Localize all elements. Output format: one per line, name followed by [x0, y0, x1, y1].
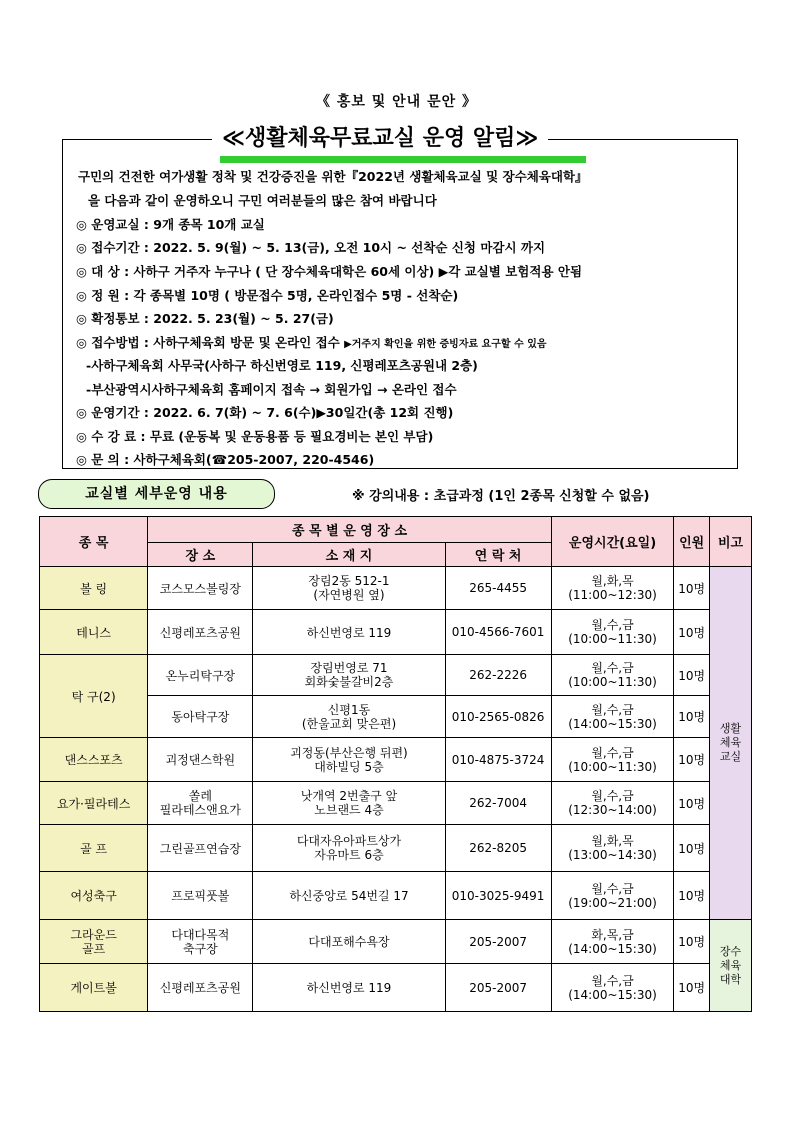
method-online: -부산광역시사하구체육회 홈페이지 접속 → 회원가입 → 온라인 접수: [86, 382, 457, 397]
venue-cell: 그린골프연습장: [148, 825, 253, 872]
sport-cell: 요가·필라테스: [40, 782, 148, 825]
schedule-time: (14:00~15:30): [568, 987, 657, 1002]
schedule-time: (12:30~14:00): [568, 803, 657, 817]
notice-item-eligibility: ◎ 대 상 : 사하구 거주자 누구나 ( 단 장수체육대학은 60세 이상) ▶각 교실별 보험적용 안됨: [76, 264, 583, 279]
sport-cell: 테니스: [40, 610, 148, 655]
schedule-time: (10:00~11:30): [568, 759, 657, 774]
schedule-cell: [551, 738, 674, 782]
capacity-cell: 10명: [674, 655, 710, 696]
notice-item-classes: ◎ 운영교실 : 9개 종목 10개 교실: [76, 217, 265, 232]
schedule-days: 월,수,금: [591, 789, 634, 803]
phone-cell: 010-2565-0826: [445, 696, 551, 738]
phone-cell: 010-4875-3724: [445, 738, 551, 782]
table-row: [40, 567, 752, 610]
sport-cell: 게이트볼: [40, 964, 148, 1012]
table-row: [40, 825, 752, 872]
schedule-cell: [551, 655, 674, 696]
table-row: [40, 920, 752, 964]
address-line: 자유마트 6층: [314, 848, 384, 862]
address-cell: 하신번영로 119: [253, 964, 445, 1012]
header-capacity: 인원: [674, 517, 710, 567]
schedule-days: 월,수,금: [591, 881, 634, 896]
address-line: 대하빌딩 5층: [314, 759, 384, 774]
schedule-time: (10:00~11:30): [568, 632, 657, 646]
schedule-cell: [551, 825, 674, 872]
table-row: [40, 782, 752, 825]
header-sport: 종 목: [40, 517, 148, 567]
sport-cell: [40, 920, 148, 964]
table-row: [40, 964, 752, 1012]
address-cell: [253, 655, 445, 696]
address-cell: [253, 825, 445, 872]
note-cell-community: [710, 567, 752, 920]
section-title: 교실별 세부운영 내용: [38, 479, 275, 509]
schedule-days: 월,화,목: [591, 574, 634, 588]
header-address: 소 재 지: [253, 543, 445, 567]
phone-cell: 262-2226: [445, 655, 551, 696]
capacity-cell: 10명: [674, 920, 710, 964]
capacity-cell: 10명: [674, 738, 710, 782]
header-note: 비고: [710, 517, 752, 567]
header-phone: 연 락 처: [445, 543, 551, 567]
schedule-days: 월,수,금: [591, 973, 634, 988]
address-line: 낫개역 2번출구 앞: [300, 789, 398, 803]
schedule-cell: [551, 964, 674, 1012]
method-office: -사하구체육회 사무국(사하구 하신번영로 119, 신평레포츠공원내 2층): [86, 358, 478, 373]
schedule-cell: [551, 782, 674, 825]
header-venue: 장 소: [148, 543, 253, 567]
address-line: 다대자유아파트상가: [296, 834, 402, 848]
schedule-cell: [551, 610, 674, 655]
note-line: 교실: [719, 750, 742, 763]
venue-line: 축구장: [182, 941, 218, 956]
venue-cell: 코스모스볼링장: [148, 567, 253, 610]
schedule-cell: [551, 696, 674, 738]
promo-label: 《 홍보 및 안내 문안 》: [315, 94, 478, 110]
address-cell: 다대포해수욕장: [253, 920, 445, 964]
capacity-cell: 10명: [674, 825, 710, 872]
address-cell: 하신중앙로 54번길 17: [253, 872, 445, 920]
schedule-time: (13:00~14:30): [568, 848, 657, 862]
address-line: 괴정동(부산은행 뒤편): [290, 745, 408, 760]
note-line: 대학: [719, 972, 742, 986]
phone-cell: 262-8205: [445, 825, 551, 872]
capacity-cell: 10명: [674, 567, 710, 610]
phone-cell: 265-4455: [445, 567, 551, 610]
address-line: 노브랜드 4층: [314, 803, 384, 817]
schedule-time: (19:00~21:00): [568, 895, 657, 910]
schedule-days: 화,목,금: [591, 927, 634, 942]
address-cell: [253, 696, 445, 738]
method-main: ◎ 접수방법 : 사하구체육회 방문 및 온라인 접수: [76, 335, 345, 350]
venue-line: 필라테스앤요가: [159, 803, 241, 817]
schedule-cell: [551, 920, 674, 964]
schedule-days: 월,화,목: [591, 834, 634, 848]
phone-cell: 205-2007: [445, 920, 551, 964]
schedule-cell: [551, 872, 674, 920]
table-row: [40, 610, 752, 655]
address-line: 장림번영로 71: [310, 661, 388, 675]
schedule-cell: [551, 567, 674, 610]
venue-line: 다대다목적: [171, 927, 230, 942]
venue-line: 쏠레: [188, 789, 212, 803]
header-schedule: 운영시간(요일): [551, 517, 674, 567]
note-line: 체육: [719, 958, 742, 972]
method-note: ▶거주지 확인을 위한 증빙자료 요구할 수 있음: [344, 339, 547, 350]
venue-cell: 괴정댄스학원: [148, 738, 253, 782]
note-line: 체육: [719, 736, 742, 749]
address-line: 신평1동: [327, 702, 371, 717]
intro-line-2: 을 다음과 같이 운영하오니 구민 여러분들의 많은 참여 바랍니다: [88, 193, 437, 208]
title-underline: [220, 156, 586, 163]
intro-line-1: 구민의 건전한 여가생활 정착 및 건강증진을 위한『2022년 생활체육교실 및 장수체육대학』: [78, 169, 588, 184]
schedule-days: 월,수,금: [591, 661, 634, 675]
notice-item-registration: ◎ 접수기간 : 2022. 5. 9(월) ~ 5. 13(금), 오전 10시 ~ 선착순 신청 마감시 까지: [76, 240, 546, 255]
note-line: 생활: [719, 722, 742, 735]
notice-item-capacity: ◎ 정 원 : 각 종목별 10명 ( 방문접수 5명, 온라인접수 5명 - 선착순): [76, 288, 459, 303]
address-cell: [253, 567, 445, 610]
address-cell: [253, 782, 445, 825]
address-cell: 하신번영로 119: [253, 610, 445, 655]
sport-cell: 여성축구: [40, 872, 148, 920]
schedule-days: 월,수,금: [591, 702, 634, 717]
schedule-time: (14:00~15:30): [568, 716, 657, 731]
phone-cell: 010-4566-7601: [445, 610, 551, 655]
address-line: (한울교회 맞은편): [301, 716, 397, 731]
address-line: 회화숯불갈비2층: [304, 675, 394, 689]
schedule-days: 월,수,금: [591, 618, 634, 632]
schedule-table: [39, 516, 752, 1012]
table-row: [40, 872, 752, 920]
venue-cell: 신평레포츠공원: [148, 964, 253, 1012]
capacity-cell: 10명: [674, 782, 710, 825]
notice-item-confirmation: ◎ 확정통보 : 2022. 5. 23(월) ~ 5. 27(금): [76, 311, 334, 326]
address-line: (자연병원 옆): [313, 588, 385, 602]
table-row: [40, 655, 752, 696]
page-title: ≪생활체육무료교실 운영 알림≫: [212, 121, 548, 152]
schedule-days: 월,수,금: [591, 745, 634, 760]
header-venue-group: 종 목 별 운 영 장 소: [148, 517, 551, 543]
sport-cell: 볼 링: [40, 567, 148, 610]
capacity-cell: 10명: [674, 964, 710, 1012]
capacity-cell: 10명: [674, 610, 710, 655]
venue-cell: [148, 782, 253, 825]
address-line: 장림2동 512-1: [308, 574, 390, 588]
sport-cell: 댄스스포츠: [40, 738, 148, 782]
venue-cell: 온누리탁구장: [148, 655, 253, 696]
notice-item-method: [76, 333, 547, 351]
sport-line: 그라운드: [70, 927, 117, 942]
address-cell: [253, 738, 445, 782]
sport-line: 골프: [82, 941, 106, 956]
notice-item-period: ◎ 운영기간 : 2022. 6. 7(화) ~ 7. 6(수)▶30일간(총 12회 진행): [76, 405, 454, 420]
venue-cell: [148, 920, 253, 964]
schedule-time: (10:00~11:30): [568, 675, 657, 689]
venue-cell: 동아탁구장: [148, 696, 253, 738]
capacity-cell: 10명: [674, 872, 710, 920]
venue-cell: 신평레포츠공원: [148, 610, 253, 655]
schedule-time: (14:00~15:30): [568, 941, 657, 956]
note-line: 장수: [719, 944, 742, 958]
notice-item-contact: ◎ 문 의 : 사하구체육회(☎205-2007, 220-4546): [76, 452, 375, 467]
venue-cell: 프로픽풋볼: [148, 872, 253, 920]
section-note: ※ 강의내용 : 초급과정 (1인 2종목 신청할 수 없음): [352, 489, 650, 504]
sport-cell: 탁 구(2): [40, 655, 148, 738]
sport-cell: 골 프: [40, 825, 148, 872]
phone-cell: 205-2007: [445, 964, 551, 1012]
notice-item-fee: ◎ 수 강 료 : 무료 (운동복 및 운동용품 등 필요경비는 본인 부담): [76, 429, 434, 444]
phone-cell: 010-3025-9491: [445, 872, 551, 920]
capacity-cell: 10명: [674, 696, 710, 738]
schedule-time: (11:00~12:30): [568, 588, 657, 602]
table-row: [40, 738, 752, 782]
note-cell-senior: [710, 920, 752, 1012]
phone-cell: 262-7004: [445, 782, 551, 825]
